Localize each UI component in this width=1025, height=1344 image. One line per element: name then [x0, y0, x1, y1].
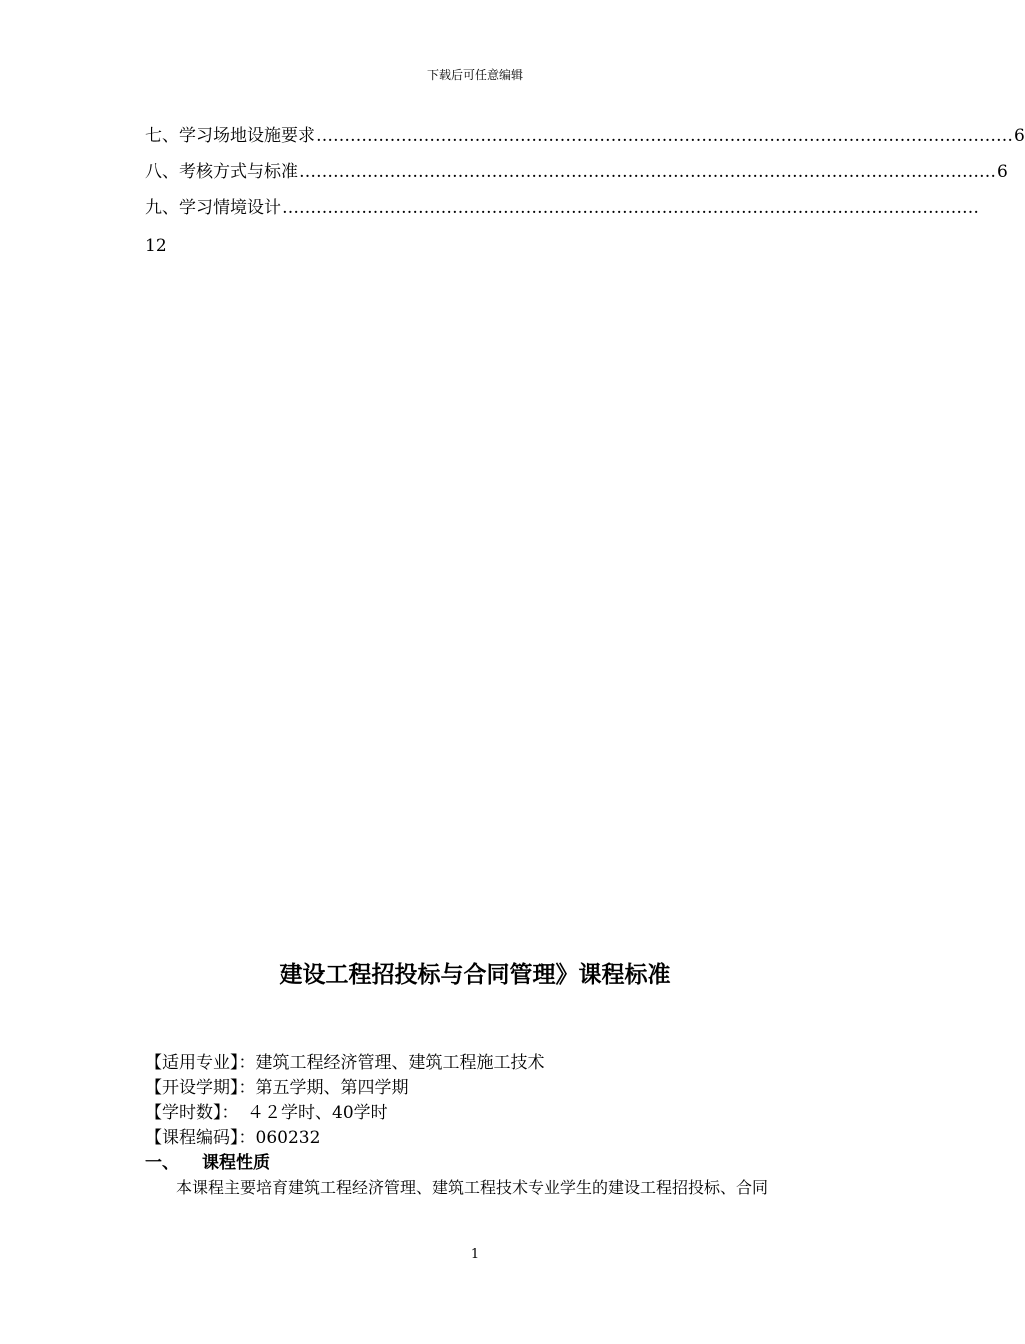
- document-title: 建设工程招投标与合同管理》课程标准: [279, 962, 671, 988]
- section-paragraph: 本课程主要培育建筑工程经济管理、建筑工程技术专业学生的建设工程招投标、合同: [176, 1178, 769, 1197]
- meta-major: 【适用专业】：建筑工程经济管理、建筑工程施工技术: [145, 1053, 545, 1073]
- section-heading: [145, 1151, 270, 1175]
- toc-leader: ……………………………………………………………………………………………………………: [299, 162, 996, 182]
- section-title: 课程性质: [202, 1153, 270, 1173]
- meta-semester: 【开设学期】：第五学期、第四学期: [145, 1078, 409, 1098]
- toc-item-label: 八、考核方式与标准: [145, 162, 298, 182]
- toc-item-9-page: 12: [145, 236, 167, 256]
- toc-item-8[interactable]: [145, 160, 1008, 184]
- header-note: 下载后可任意编辑: [426, 68, 523, 82]
- toc-item-label: 七、学习场地设施要求: [145, 126, 315, 146]
- meta-course-code: 【课程编码】：060232: [145, 1128, 321, 1148]
- toc-item-page: 6: [997, 162, 1008, 182]
- meta-hours: 【学时数】： ４２学时、40学时: [145, 1103, 388, 1123]
- toc-item-label: 九、学习情境设计: [145, 198, 281, 218]
- toc-leader: ……………………………………………………………………………………………………………: [282, 198, 979, 218]
- page-number: 1: [470, 1247, 480, 1262]
- toc-leader: ……………………………………………………………………………………………………………: [316, 126, 1013, 146]
- toc-item-7[interactable]: [145, 124, 1025, 148]
- toc-item-page: 6: [1014, 126, 1025, 146]
- toc-item-9[interactable]: [145, 196, 979, 220]
- section-number: 一、: [145, 1153, 179, 1173]
